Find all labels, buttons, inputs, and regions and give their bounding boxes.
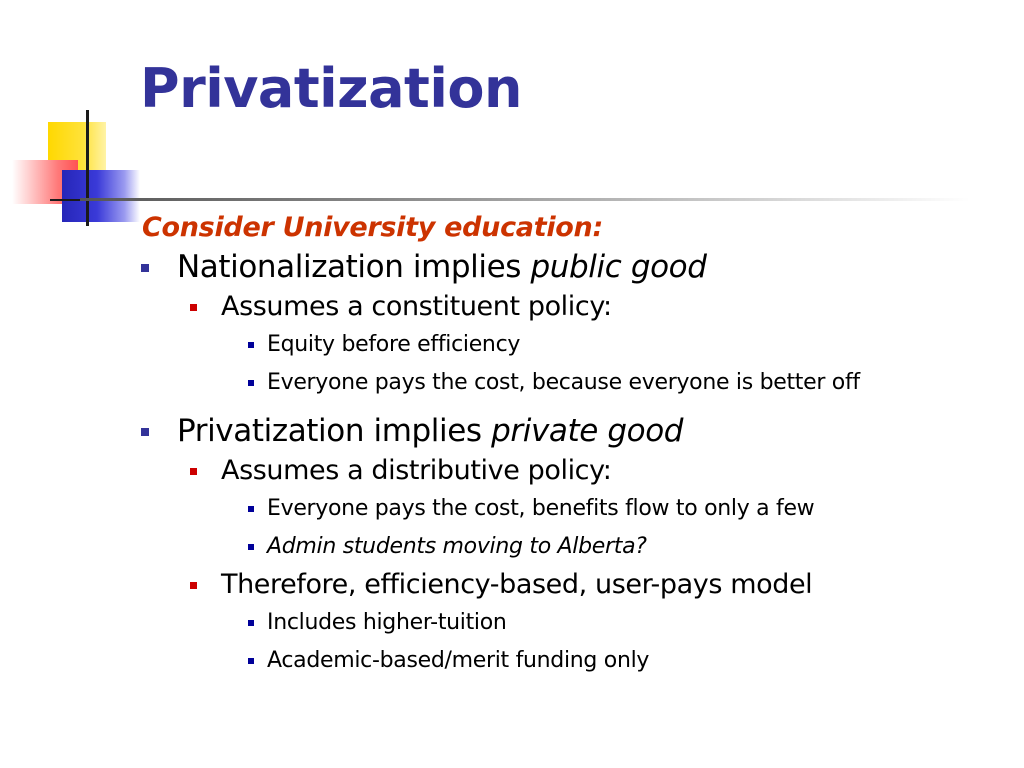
overlapping-squares-logo-icon [0,0,140,240]
bullet-text: Equity before efficiency [267,332,521,357]
square-bullet-icon [141,264,149,272]
title-divider [80,198,970,201]
square-bullet-icon [190,468,197,475]
bullet-text: Everyone pays the cost, because everyone is better off [267,370,860,395]
square-bullet-icon [190,582,197,589]
sub-sub-list [221,604,1010,680]
square-bullet-icon [248,342,254,348]
bullet-text: Assumes a distributive policy: [221,455,612,486]
lead-text: Privatization implies [177,413,492,449]
blue-square [62,170,140,222]
sub-sub-list [221,326,1010,402]
list-item [221,326,1010,364]
slide-body [140,210,1010,680]
square-bullet-icon [141,428,149,436]
bullet-text: Includes higher-tuition [267,610,507,635]
bullet-text: Everyone pays the cost, benefits flow to only a few [267,496,815,521]
bullet-text [177,246,1010,288]
square-bullet-icon [190,304,197,311]
list-item [221,604,1010,642]
bullet-text: Academic-based/merit funding only [267,648,650,673]
slide-title: Privatization [140,57,522,120]
list-item-constituent-policy [177,288,1010,402]
list-item [221,528,1010,566]
list-item-user-pays-model [177,566,1010,680]
sub-list [177,452,1010,680]
lead-emphasis: public good [530,249,707,285]
square-bullet-icon [248,620,254,626]
square-bullet-icon [248,544,254,550]
list-item [221,490,1010,528]
sub-sub-list [221,490,1010,566]
logo-vertical-line [86,110,89,226]
sub-list [177,288,1010,402]
list-item [221,642,1010,680]
lead-text: Nationalization implies [177,249,531,285]
lead-emphasis: private good [491,413,684,449]
bullet-text: Admin students moving to Alberta? [267,534,647,559]
bullet-text: Therefore, efficiency-based, user-pays model [221,569,813,600]
list-item-privatization [140,410,1010,680]
bullet-list [140,246,1010,680]
list-item-nationalization [140,246,1010,402]
square-bullet-icon [248,658,254,664]
bullet-text: Assumes a constituent policy: [221,291,612,322]
subheading: Consider University education: [142,212,603,243]
list-item-distributive-policy [177,452,1010,566]
square-bullet-icon [248,380,254,386]
square-bullet-icon [248,506,254,512]
list-item [221,364,1010,402]
bullet-text [177,410,1010,452]
